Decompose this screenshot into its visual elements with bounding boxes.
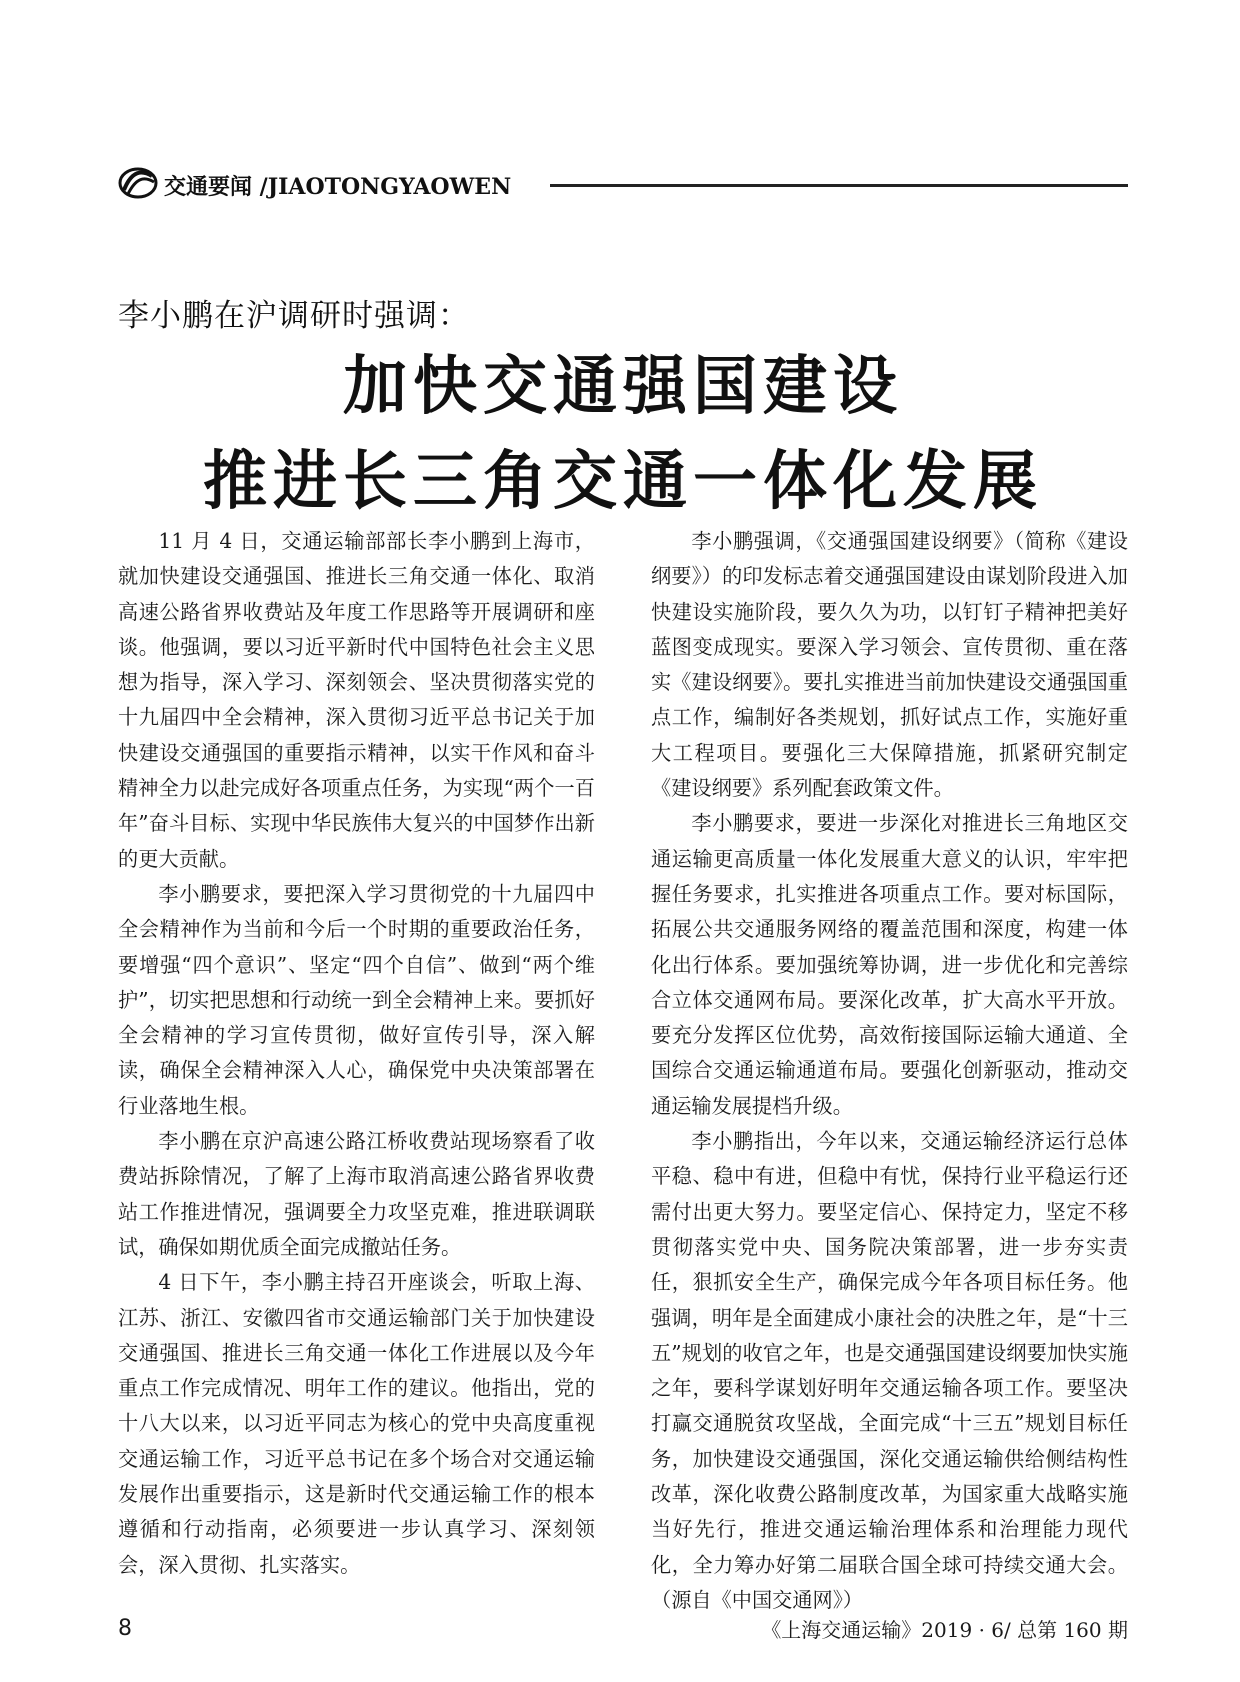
paragraph: 4 日下午，李小鹏主持召开座谈会，听取上海、江苏、浙江、安徽四省市交通运输部门关于加快建设交通强国、推进长三角交通一体化工作进展以及今年重点工作完成情况、明年工作的建议。他指出，党的十八大以来，以习近平同志为核心的党中央高度重视交通运输工作，习近平总书记在多个场合对交通运输发展作出重要指示，这是新时代交通运输工作的根本遵循和行动指南，必须要进一步认真学习、深刻领会，深入贯彻、扎实落实。: [118, 1270, 595, 1577]
header-rule: [550, 184, 1128, 187]
publication-footer: 《上海交通运输》2019 · 6/ 总第 160 期: [761, 1618, 1128, 1642]
paragraph: 李小鹏在京沪高速公路江桥收费站现场察看了收费站拆除情况，了解了上海市取消高速公路省界收费站工作推进情况，强调要全力攻坚克难，推进联调联试，确保如期优质全面完成撤站任务。: [118, 1129, 595, 1259]
section-title: 交通要闻 /JIAOTONGYAOWEN: [164, 174, 512, 200]
paragraph: 11 月 4 日，交通运输部部长李小鹏到上海市，就加快建设交通强国、推进长三角交通一体化、取消高速公路省界收费站及年度工作思路等开展调研和座谈。他强调，要以习近平新时代中国特色社会主义思想为指导，深入学习、深刻领会、坚决贯彻落实党的十九届四中全会精神，深入贯彻习近平总书记关于加快建设交通强国的重要指示精神，以实干作风和奋斗精神全力以赴完成好各项重点任务，为实现“两个一百年”奋斗目标、实现中华民族伟大复兴的中国梦作出新的更大贡献。: [118, 529, 595, 871]
magazine-logo-icon: [118, 166, 158, 200]
headline-line-1: 加快交通强国建设: [343, 349, 903, 424]
page-number: 8: [118, 1616, 132, 1641]
right-column: [651, 524, 1128, 1618]
paragraph: 李小鹏指出，今年以来，交通运输经济运行总体平稳、稳中有进，但稳中有忧，保持行业平稳运行还需付出更大努力。要坚定信心、保持定力，坚定不移贯彻落实党中央、国务院决策部署，进一步夯实责任，狠抓安全生产，确保完成今年各项目标任务。他强调，明年是全面建成小康社会的决胜之年，是“十三五”规划的收官之年，也是交通强国建设纲要加快实施之年，要科学谋划好明年交通运输各项工作。要坚决打赢交通脱贫攻坚战，全面完成“十三五”规划目标任务，加快建设交通强国，深化交通运输供给侧结构性改革，深化收费公路制度改革，为国家重大战略实施当好先行，推进交通运输治理体系和治理能力现代化，全力筹办好第二届联合国全球可持续交通大会。: [651, 1129, 1128, 1577]
article-kicker: 李小鹏在沪调研时强调：: [118, 298, 470, 334]
section-header: [118, 166, 1128, 202]
paragraph: 李小鹏要求，要进一步深化对推进长三角地区交通运输更高质量一体化发展重大意义的认识，牢牢把握任务要求，扎实推进各项重点工作。要对标国际，拓展公共交通服务网络的覆盖范围和深度，构建一体化出行体系。要加强统筹协调，进一步优化和完善综合立体交通网布局。要深化改革，扩大高水平开放。要充分发挥区位优势，高效衔接国际运输大通道、全国综合交通运输通道布局。要强化创新驱动，推动交通运输发展提档升级。: [651, 811, 1128, 1118]
left-column: [118, 524, 595, 1583]
paragraph: 李小鹏强调，《交通强国建设纲要》（简称《建设纲要》）的印发标志着交通强国建设由谋划阶段进入加快建设实施阶段，要久久为功，以钉钉子精神把美好蓝图变成现实。要深入学习领会、宣传贯彻、重在落实《建设纲要》。要扎实推进当前加快建设交通强国重点工作，编制好各类规划，抓好试点工作，实施好重大工程项目。要强化三大保障措施，抓紧研究制定《建设纲要》系列配套政策文件。: [651, 529, 1128, 801]
paragraph: 李小鹏要求，要把深入学习贯彻党的十九届四中全会精神作为当前和今后一个时期的重要政治任务，要增强“四个意识”、坚定“四个自信”、做到“两个维护”，切实把思想和行动统一到全会精神上来。要抓好全会精神的学习宣传贯彻，做好宣传引导，深入解读，确保全会精神深入人心，确保党中央决策部署在行业落地生根。: [118, 881, 595, 1118]
headline-line-2: 推进长三角交通一体化发展: [203, 444, 1043, 519]
paragraph-with-source: [651, 1124, 1128, 1618]
source-attribution: （源自《中国交通网》）: [651, 1587, 863, 1612]
